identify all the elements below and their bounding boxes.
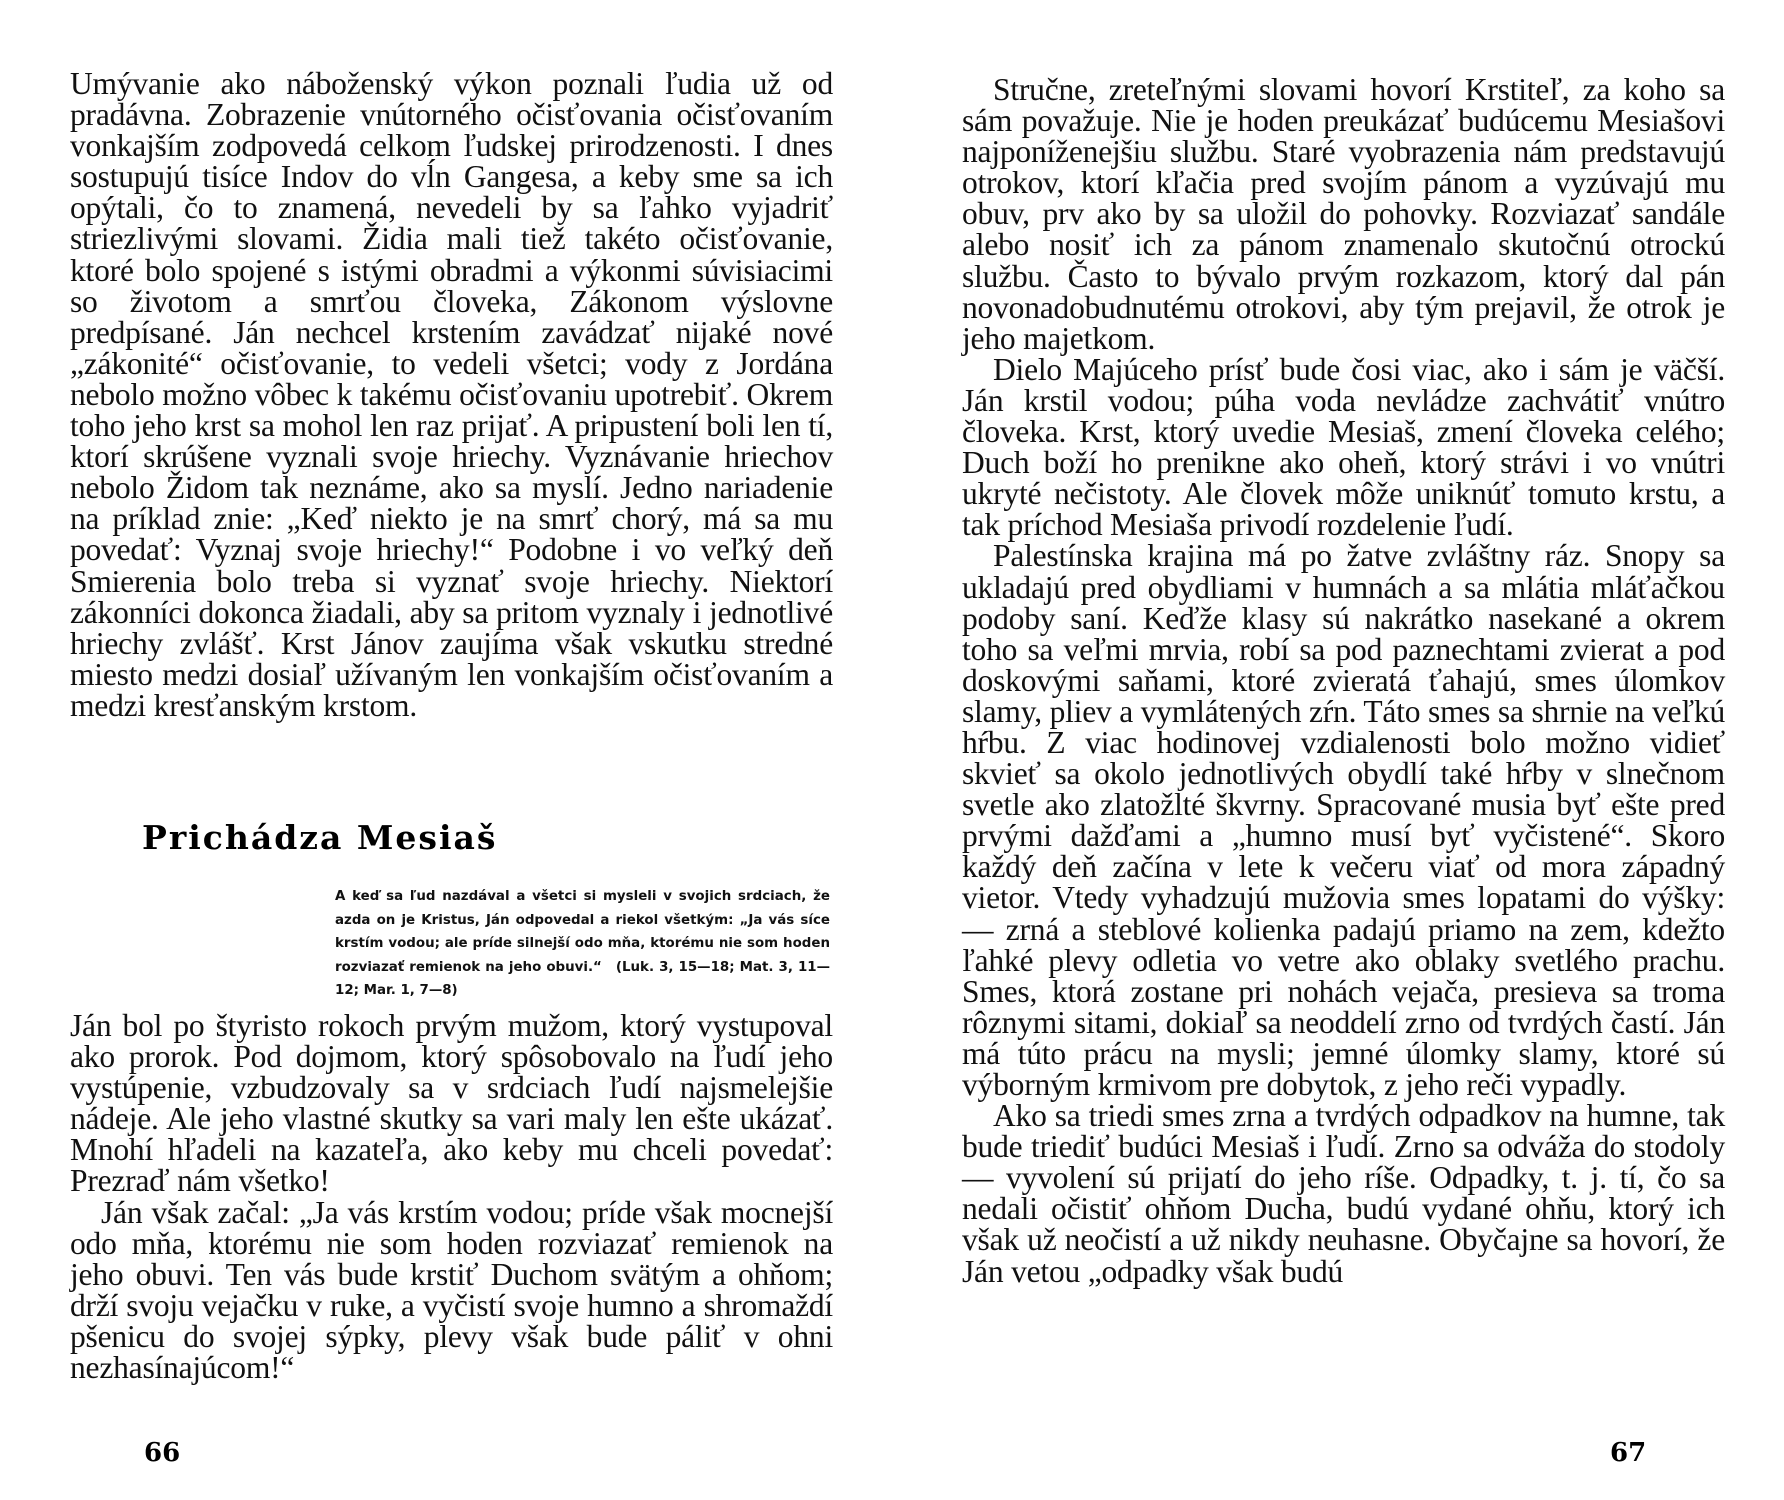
page-number: 66 <box>144 1438 181 1468</box>
right-page <box>892 0 1784 1500</box>
paragraph: Dielo Majúceho prísť bude čosi viac, ako i sám je väčší. Ján krstil vodou; púha voda nevládze zachvátiť vnútro človeka. Krst, ktorý uvedie Mesiaš, zmení človeka celého; Duch boží ho prenikne ako oheň, ktorý strávi i vo vnútri ukryté nečistoty. Ale človek môže uniknúť tomuto krstu, a tak príchod Mesiaša privodí rozdelenie ľudí. <box>962 351 1725 543</box>
page-number: 67 <box>1610 1438 1647 1468</box>
paragraph: Umývanie ako náboženský výkon poznali ľudia už od pradávna. Zobrazenie vnútorného očisťovania očisťovaním vonkajším zodpovedá celkom ľudskej prirodzenosti. I dnes sostupujú tisíce Indov do vĺn Gangesa, a keby sme sa ich opýtali, čo to znamená, nevedeli by sa ľahko vyjadriť striezlivými slovami. Židia mali tiež takéto očisťovanie, ktoré bolo spojené s istými obradmi a výkonmi súvisiacimi so životom a smrťou človeka, Zákonom výslovne predpísané. Ján nechcel krstením zavádzať nijaké nové „zákonité“ očisťovanie, to vedeli všetci; vody z Jordána nebolo možno vôbec k takému očisťovaniu upotrebiť. Okrem toho jeho krst sa mohol len raz prijať. A pripustení boli len tí, ktorí skrúšene vyznali svoje hriechy. Vyznávanie hriechov nebolo Židom tak neznáme, ako sa myslí. Jedno nariadenie na príklad znie: „Keď niekto je na smrť chorý, má sa mu povedať: Vyznaj svoje hriechy!“ Podobne i vo veľký deň Smierenia bolo treba si vyznať svoje hriechy. Niektorí zákonníci dokonca žiadali, aby sa pritom vyznaly i jednotlivé hriechy zvlášť. Krst Jánov zaujíma však vskutku stredné miesto medzi dosiaľ užívaným len vonkajším očisťovaním a medzi kresťanským krstom. <box>70 66 833 723</box>
left-page-text-bottom <box>70 1008 833 1386</box>
epigraph-reference: (Luk. 3, 15—18; Mat. 3, 11—12; Mar. 1, 7—8) <box>335 959 831 998</box>
paragraph: Palestínska krajina má po žatve zvláštny ráz. Snopy sa ukladajú pred obydliami v humnách a sa mlátia mláťačkou podoby saní. Keďže klasy sú nakrátko nasekané a okrem toho sa veľmi mrvia, robí sa pod paznechtami zvierat a pod doskovými saňami, ktoré zvieratá ťahajú, smes úlomkov slamy, pliev a vymlátených zŕn. Táto smes sa shrnie na veľkú hŕbu. Z viac hodinovej vzdialenosti bolo možno vidieť skvieť sa okolo jednotlivých obydlí také hŕby v slnečnom svetle ako zlatožlté škvrny. Spracované musia byť ešte pred prvými dažďami a „humno musí byť vyčistené“. Skoro každý deň začína v lete k večeru viať od mora západný vietor. Vtedy vyhadzujú mužovia smes lopatami do výšky: — zrná a steblové kolienka padajú priamo na zem, kdežto ľahké plevy odletia vo vetre ako oblaky svetlého prachu. Smes, ktorá zostane pri nohách vejača, presieva sa troma rôznymi sitami, dokiaľ sa neoddelí zrno od tvrdých častí. Ján má túto prácu na mysli; jemné úlomky slamy, ktoré sú výborným krmivom pre dobytok, z jeho reči vypadly. <box>962 538 1725 1102</box>
paragraph: Ján bol po štyristo rokoch prvým mužom, ktorý vystupoval ako prorok. Pod dojmom, ktorý spôsobovalo na ľudí jeho vystúpenie, vzbudzovaly sa v srdciach ľudí najsmelejšie nádeje. Ale jeho vlastné skutky sa vari maly len ešte ukázať. Mnohí hľadeli na kazateľa, ako keby mu chceli povedať: Prezraď nám všetko! <box>70 1008 833 1199</box>
paragraph: Ján však začal: „Ja vás krstím vodou; príde však mocnejší odo mňa, ktorému nie som hoden rozviazať remienok na jeho obuvi. Ten vás bude krstiť Duchom svätým a ohňom; drží svoju vejačku v ruke, a vyčistí svoje humno a shromaždí pšenicu do svojej sýpky, plevy však bude páliť v ohni nezhasínajúcom!“ <box>70 1194 833 1386</box>
epigraph <box>335 885 830 1003</box>
paragraph: Stručne, zreteľnými slovami hovorí Krstiteľ, za koho sa sám považuje. Nie je hoden preukázať budúcemu Mesiašovi najponíženejšiu službu. Staré vyobrazenia nám predstavujú otrokov, ktorí kľačia pred svojím pánom a vyzúvajú mu obuv, prv ako by sa uložil do pohovky. Rozviazať sandále alebo nosiť ich za pánom znamenalo skutočnú otrockú službu. Často to bývalo prvým rozkazom, ktorý dal pán novonadobudnutému otrokovi, aby tým prejavil, že otrok je jeho majetkom. <box>962 72 1725 356</box>
epigraph-text: A keď sa ľud nazdával a všetci si mysleli v svojich srdciach, že azda on je Kristus, Ján odpovedal a riekol všetkým: „Ja vás síce krstím vodou; ale príde silnejší odo mňa, ktorému nie som hoden rozviazať remienok na jeho obuvi.“ <box>335 889 830 975</box>
section-heading: Prichádza Mesiaš <box>142 818 498 857</box>
paragraph: Ako sa triedi smes zrna a tvrdých odpadkov na humne, tak bude triediť budúci Mesiaš i ľudí. Zrno sa odváža do stodoly — vyvolení sú prijatí do jeho ríše. Odpadky, t. j. tí, čo sa nedali očistiť ohňom Ducha, budú vydané ohňu, ktorý ich však už neočistí a už nikdy neuhasne. Obyčajne sa hovorí, že Ján vetou „odpadky však budú <box>962 1098 1725 1289</box>
left-page-text-top <box>70 68 833 721</box>
right-page-text <box>962 74 1725 1287</box>
